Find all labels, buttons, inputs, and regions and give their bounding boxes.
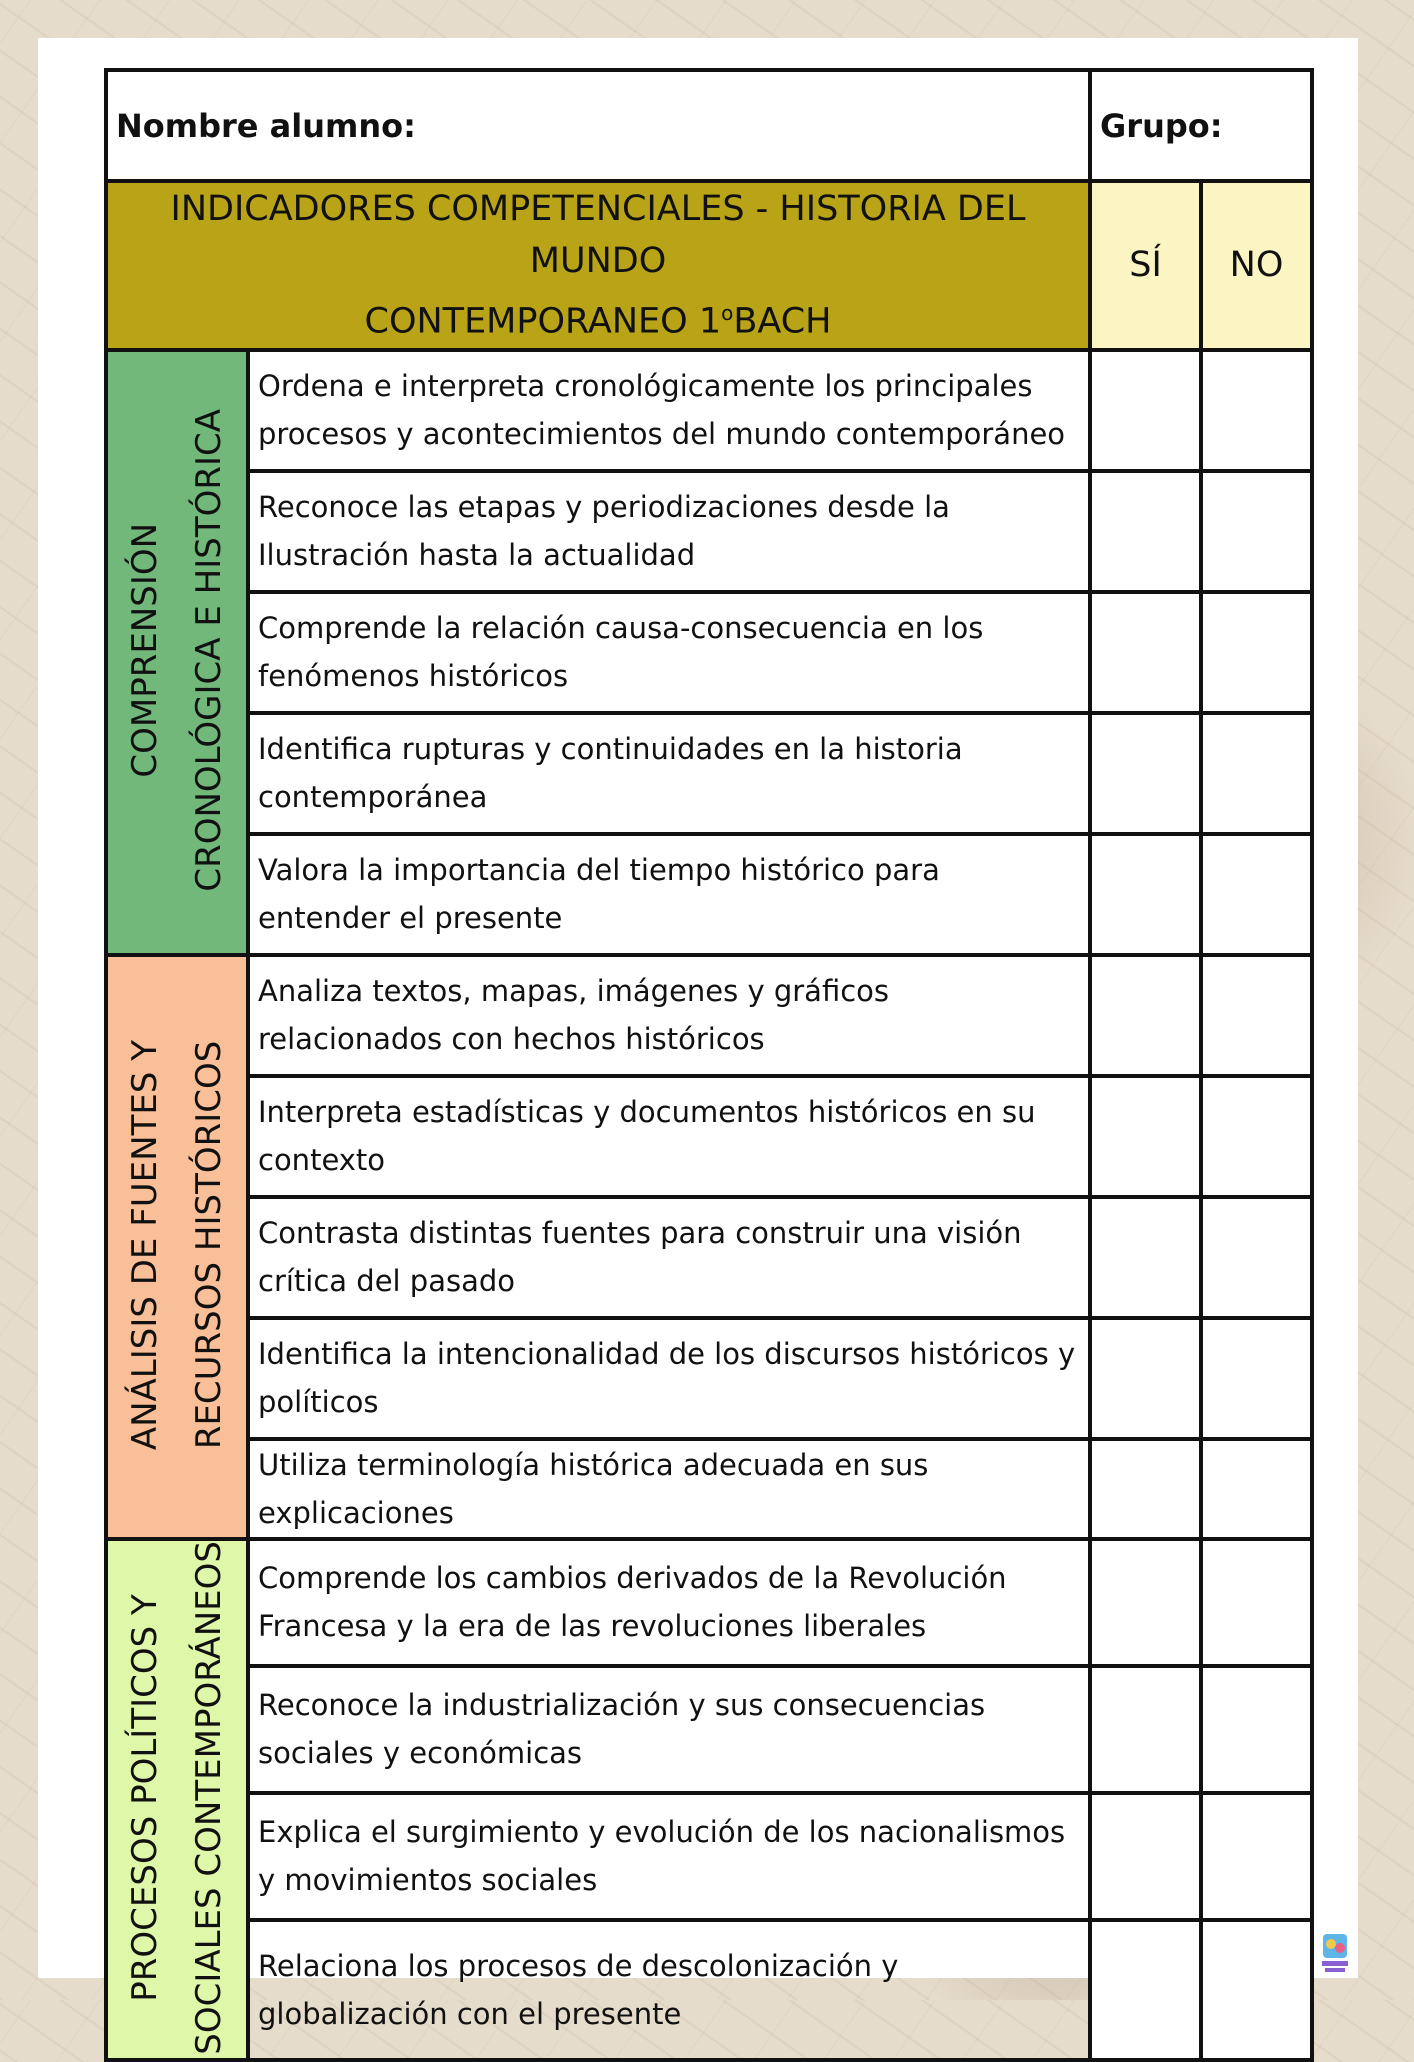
yes-checkbox[interactable] — [1090, 713, 1201, 834]
group-label: Grupo: — [1100, 106, 1223, 145]
indicator-text: Comprende los cambios derivados de la Revolución Francesa y la era de las revoluciones liberales — [248, 1539, 1090, 1666]
indicator-text: Ordena e interpreta cronológicamente los principales procesos y acontecimientos del mundo contemporáneo — [248, 350, 1090, 471]
table-row — [106, 713, 1312, 834]
no-checkbox[interactable] — [1201, 955, 1312, 1076]
yes-checkbox[interactable] — [1090, 471, 1201, 592]
indicator-text: Interpreta estadísticas y documentos históricos en su contexto — [248, 1076, 1090, 1197]
table-row — [106, 1439, 1312, 1539]
category-label: COMPRENSIÓN CRONOLÓGICA E HISTÓRICA — [125, 408, 229, 892]
yes-column-header: SÍ — [1090, 181, 1201, 350]
table-row — [106, 1076, 1312, 1197]
table-row — [106, 1666, 1312, 1793]
no-checkbox[interactable] — [1201, 1318, 1312, 1439]
no-checkbox[interactable] — [1201, 1666, 1312, 1793]
no-checkbox[interactable] — [1201, 1197, 1312, 1318]
indicator-text: Relaciona los procesos de descolonización y globalización con el presente — [248, 1920, 1090, 2061]
no-checkbox[interactable] — [1201, 1793, 1312, 1920]
indicator-text: Identifica la intencionalidad de los discursos históricos y políticos — [248, 1318, 1090, 1439]
yes-checkbox[interactable] — [1090, 350, 1201, 471]
category-comprension-cronologica — [106, 350, 248, 955]
table-row — [106, 1920, 1312, 2061]
yes-checkbox[interactable] — [1090, 1793, 1201, 1920]
indicator-text: Explica el surgimiento y evolución de los nacionalismos y movimientos sociales — [248, 1793, 1090, 1920]
table-row — [106, 834, 1312, 955]
indicator-text: Identifica rupturas y continuidades en la historia contemporánea — [248, 713, 1090, 834]
student-name-field[interactable] — [106, 70, 1090, 181]
yes-checkbox[interactable] — [1090, 955, 1201, 1076]
title-row — [106, 181, 1312, 350]
rubric-table — [104, 68, 1314, 2062]
table-row — [106, 1318, 1312, 1439]
header-row — [106, 70, 1312, 181]
yes-checkbox[interactable] — [1090, 1539, 1201, 1666]
table-row — [106, 592, 1312, 713]
yes-checkbox[interactable] — [1090, 1318, 1201, 1439]
indicator-text: Utiliza terminología histórica adecuada en sus explicaciones — [248, 1439, 1090, 1539]
indicator-text: Analiza textos, mapas, imágenes y gráficos relacionados con hechos históricos — [248, 955, 1090, 1076]
no-checkbox[interactable] — [1201, 1539, 1312, 1666]
student-name-label: Nombre alumno: — [116, 106, 416, 145]
indicator-text: Contrasta distintas fuentes para construir una visión crítica del pasado — [248, 1197, 1090, 1318]
no-checkbox[interactable] — [1201, 713, 1312, 834]
title-superscript: o — [721, 301, 734, 325]
category-analisis-fuentes — [106, 955, 248, 1539]
yes-checkbox[interactable] — [1090, 1666, 1201, 1793]
title-line-1: INDICADORES COMPETENCIALES - HISTORIA DEL MUNDO — [170, 189, 1026, 281]
table-row — [106, 350, 1312, 471]
indicator-text: Valora la importancia del tiempo histórico para entender el presente — [248, 834, 1090, 955]
page-title — [106, 181, 1090, 350]
table-row — [106, 955, 1312, 1076]
no-checkbox[interactable] — [1201, 1076, 1312, 1197]
no-column-header: NO — [1201, 181, 1312, 350]
group-field[interactable] — [1090, 70, 1312, 181]
no-checkbox[interactable] — [1201, 592, 1312, 713]
no-checkbox[interactable] — [1201, 1920, 1312, 2061]
category-procesos-politicos — [106, 1539, 248, 2061]
no-checkbox[interactable] — [1201, 1439, 1312, 1539]
yes-checkbox[interactable] — [1090, 1197, 1201, 1318]
category-label: PROCESOS POLÍTICOS Y SOCIALES CONTEMPORÁNEOS — [125, 1540, 229, 2055]
yes-checkbox[interactable] — [1090, 1076, 1201, 1197]
table-row — [106, 1539, 1312, 1666]
yes-checkbox[interactable] — [1090, 1920, 1201, 2061]
no-checkbox[interactable] — [1201, 471, 1312, 592]
title-line-2: CONTEMPORANEO 1$^o$BACH — [364, 301, 832, 342]
yes-checkbox[interactable] — [1090, 834, 1201, 955]
indicator-text: Reconoce las etapas y periodizaciones desde la Ilustración hasta la actualidad — [248, 471, 1090, 592]
category-label: ANÁLISIS DE FUENTES Y RECURSOS HISTÓRICOS — [125, 1039, 229, 1450]
indicator-text: Comprende la relación causa-consecuencia en los fenómenos históricos — [248, 592, 1090, 713]
rubric-sheet — [38, 38, 1358, 2055]
no-checkbox[interactable] — [1201, 834, 1312, 955]
table-row — [106, 471, 1312, 592]
recursos-eso-logo-icon — [1318, 1932, 1352, 1976]
table-row — [106, 1197, 1312, 1318]
indicator-text: Reconoce la industrialización y sus consecuencias sociales y económicas — [248, 1666, 1090, 1793]
yes-checkbox[interactable] — [1090, 592, 1201, 713]
no-checkbox[interactable] — [1201, 350, 1312, 471]
table-row — [106, 1793, 1312, 1920]
yes-checkbox[interactable] — [1090, 1439, 1201, 1539]
